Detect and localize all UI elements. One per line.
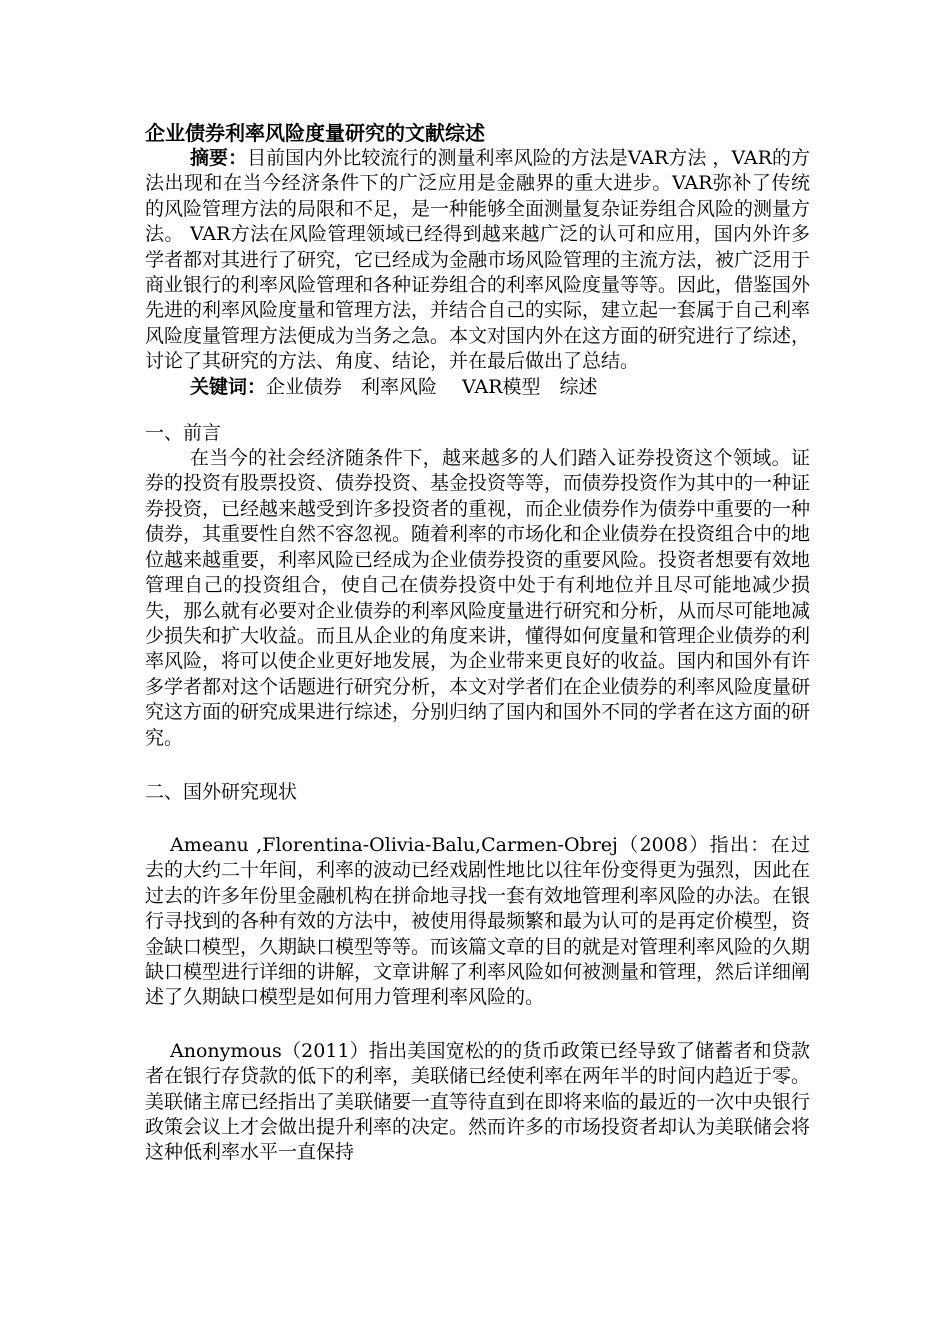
keywords-label: 关键词： [190, 375, 267, 398]
section-heading-foreign-research: 二、国外研究现状 [145, 780, 298, 803]
spacer [145, 751, 810, 779]
keywords-paragraph [145, 375, 810, 400]
foreign-research-paragraph-1: Ameanu ,Florentina-Olivia-Balu,Carmen-Obrej（2008）指出：在过去的大约二十年间，利率的波动已经戏剧性地比以往年份变得更为强烈，因此在过去的许多年份里金融机构在拼命地寻找一套有效地管理利率风险的办法。在银行寻找到的各种有效的方法中，被使用得最频繁和最为认可的是再定价模型，资金缺口模型，久期缺口模型等等。而该篇文章的目的就是对管理利率风险的久期缺口模型进行详细的讲解，文章讲解了利率风险如何被测量和管理，然后详细阐述了久期缺口模型是如何用力管理利率风险的。 [145, 833, 811, 1009]
document-title: 企业债券利率风险度量研究的文献综述 [145, 121, 485, 145]
foreign-research-paragraph-2: Anonymous（2011）指出美国宽松的的货币政策已经导致了储蓄者和贷款者在银行存贷款的低下的利率，美联储已经使利率在两年半的时间内趋近于零。美联储主席已经指出了美联储要一直等待直到在即将来临的最近的一次中央银行政策会议上才会做出提升利率的决定。然而许多的市场投资者却认为美联储会将这种低利率水平一直保持 [145, 1039, 811, 1164]
preface-paragraph: 在当今的社会经济随条件下，越来越多的人们踏入证券投资这个领域。证券的投资有股票投资、债券投资、基金投资等等，而债券投资作为其中的一种证券投资，已经越来越受到许多投资者的重视，而企业债券作为债券中重要的一种债券，其重要性自然不容忽视。随着利率的市场化和企业债券在投资组合中的地位越来越重要，利率风险已经成为企业债券投资的重要风险。投资者想要有效地管理自己的投资组合，使自己在债券投资中处于有利地位并且尽可能地减少损失，那么就有必要对企业债券的利率风险度量进行研究和分析，从而尽可能地减少损失和扩大收益。而且从企业的角度来讲，懂得如何度量和管理企业债券的利率风险，将可以使企业更好地发展，为企业带来更良好的收益。国内和国外有许多学者都对这个话题进行研究分析，本文对学者们在企业债券的利率风险度量研究这方面的研究成果进行综述，分别归纳了国内和国外不同的学者在这方面的研究。 [145, 447, 811, 749]
keywords-text: 企业债券 利率风险 VAR模型 综述 [266, 375, 598, 398]
abstract-label: 摘要： [190, 147, 248, 169]
spacer [145, 400, 810, 420]
spacer [145, 805, 810, 833]
spacer [145, 1011, 810, 1039]
document-page [145, 120, 810, 1166]
abstract-paragraph [145, 146, 810, 375]
section-heading-preface: 一、前言 [145, 422, 222, 445]
abstract-text: 目前国内外比较流行的测量利率风险的方法是VAR方法 ，VAR的方法出现和在当今经济条件下的广泛应用是金融界的重大进步。VAR弥补了传统的风险管理方法的局限和不足，是一种能够全面测量复杂证券组合风险的测量方法。 VAR方法在风险管理领域已经得到越来越广泛的认可和应用，国内外许多学者都对其进行了研究，它已经成为金融市场风险管理的主流方法，被广泛用于商业银行的利率风险管理和各种证券组合的利率风险度量等等。因此，借鉴国外先进的利率风险度量和管理方法，并结合自己的实际，建立起一套属于自己利率风险度量管理方法便成为当务之急。本文对国内外在这方面的研究进行了综述，讨论了其研究的方法、角度、结论，并在最后做出了总结。 [145, 147, 811, 373]
